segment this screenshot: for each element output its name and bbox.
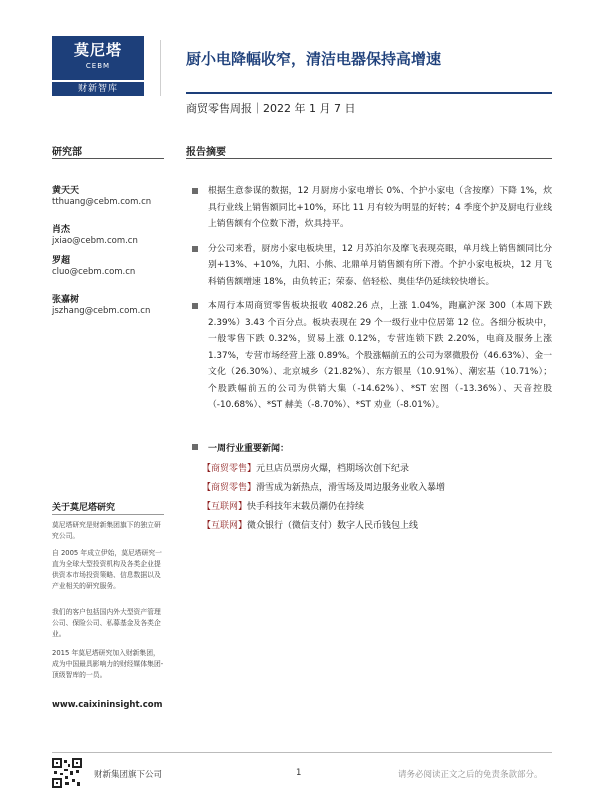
summary-label: 报告摘要 xyxy=(186,147,226,158)
summary-bullet: 分公司来看，厨房小家电板块里，12 月苏泊尔及摩飞表现亮眼，单月线上销售额同比分别+13%、+10%，九阳、小熊、北鼎单月销售额有所下滑。个护小家电板块，12 月飞科销售额增速 18%，由负转正；荣泰、倍轻松、奥佳华仍延续较快增长。 xyxy=(186,241,552,291)
about-rule xyxy=(52,514,164,515)
summary-bullet: 本周行本周商贸零售板块报收 4082.26 点，上涨 1.04%，跑赢沪深 300（本周下跌 2.39%）3.43 个百分点。板块表现在 29 个一级行业中位居第 12 位。各细分板块中，一般零售下跌 0.32%，贸易上涨 0.12%，专营连锁下跌 2.20%，电商及服务上涨 1.37%，专营市场经营上涨 0.89%。个股涨幅前五的公司为翠微股份（46.63%）、金一文化（26.30%）、北京城乡（21.82%）、东方银星（10.91%）、潮宏基（10.71%）；个股跌幅前五的公司为供销大集（-14.62%）、*ST 宏图（-13.36%）、天音控股（-10.68%）、*ST 赫美（-8.70%）、*ST 劝业（-8.01%）。 xyxy=(186,298,552,414)
analyst-name: 黄天天 xyxy=(52,186,80,196)
report-title: 厨小电降幅收窄，清洁电器保持高增速 xyxy=(186,50,442,68)
footer-company: 财新集团旗下公司 xyxy=(94,770,163,780)
website-link[interactable]: www.caixininsight.com xyxy=(52,700,163,710)
summary-rule xyxy=(186,158,552,159)
title-underline xyxy=(186,92,552,94)
page-number: 1 xyxy=(296,768,302,778)
logo-name-en: CEBM xyxy=(85,62,111,70)
about-paragraph: 莫尼塔研究是财新集团旗下的独立研究公司。 xyxy=(52,521,161,540)
news-item[interactable] xyxy=(202,481,552,496)
header-divider xyxy=(160,40,161,96)
news-category: 【商贸零售】 xyxy=(202,483,257,493)
logo-name-cn: 莫尼塔 xyxy=(73,41,122,59)
news-category: 【互联网】 xyxy=(202,502,248,512)
analyst-email[interactable]: jszhang@cebm.com.cn xyxy=(52,306,151,316)
news-text: 滑雪成为新热点，滑雪场及周边服务业收入暴增 xyxy=(256,483,446,493)
news-category: 【互联网】 xyxy=(202,521,248,531)
footer-divider xyxy=(52,752,552,753)
summary-bullets xyxy=(186,183,552,422)
news-text: 快手科技年末载员潮仍在持续 xyxy=(247,502,365,512)
about-title: 关于莫尼塔研究 xyxy=(52,503,116,513)
logo-subtitle: 财新智库 xyxy=(52,82,144,96)
news-category: 【商贸零售】 xyxy=(202,464,257,474)
cebm-logo xyxy=(52,36,144,96)
analyst-email[interactable]: jxiao@cebm.com.cn xyxy=(52,236,138,246)
news-title: 一周行业重要新闻： xyxy=(208,444,290,454)
news-item[interactable] xyxy=(202,519,552,534)
disclaimer-note: 请务必阅读正文之后的免责条款部分。 xyxy=(398,770,543,780)
news-text: 元旦店员票房火爆，档期场次创下纪录 xyxy=(256,464,410,474)
summary-bullet: 根据生意参谋的数据，12 月厨房小家电增长 0%、个护小家电（含按摩）下降 1%，炊具行业线上销售额同比+10%，环比 11 月有较为明显的好转；4 季度个护及厨电行业线上销售额有个位数下滑，炊具持平。 xyxy=(186,183,552,233)
analyst-name: 张嘉树 xyxy=(52,295,80,305)
news-bullet-icon xyxy=(192,444,198,450)
dept-rule xyxy=(52,158,164,159)
about-paragraph: 自 2005 年成立伊始，莫尼塔研究一直为全球大型投资机构及各类企业提供资本市场投资策略、信息数据以及产业相关的研究服务。 xyxy=(52,549,162,590)
report-subtitle: 商贸零售周报｜2022 年 1 月 7 日 xyxy=(186,102,356,115)
analyst-email[interactable]: tthuang@cebm.com.cn xyxy=(52,197,152,207)
news-list xyxy=(202,462,552,538)
about-paragraph: 2015 年莫尼塔研究加入财新集团，成为中国最具影响力的财经媒体集团-顶级智库的一员。 xyxy=(52,649,164,679)
news-item[interactable] xyxy=(202,500,552,515)
dept-label: 研究部 xyxy=(52,147,82,158)
analyst-name: 肖杰 xyxy=(52,225,71,235)
news-item[interactable] xyxy=(202,462,552,477)
analyst-email[interactable]: cluo@cebm.com.cn xyxy=(52,267,136,277)
qr-code-icon xyxy=(52,758,82,788)
analyst-name: 罗超 xyxy=(52,256,71,266)
about-paragraph: 我们的客户包括国内外大型资产管理公司、保险公司、私募基金及各类企业。 xyxy=(52,608,161,638)
news-text: 微众银行（微信支付）数字人民币钱包上线 xyxy=(247,521,419,531)
